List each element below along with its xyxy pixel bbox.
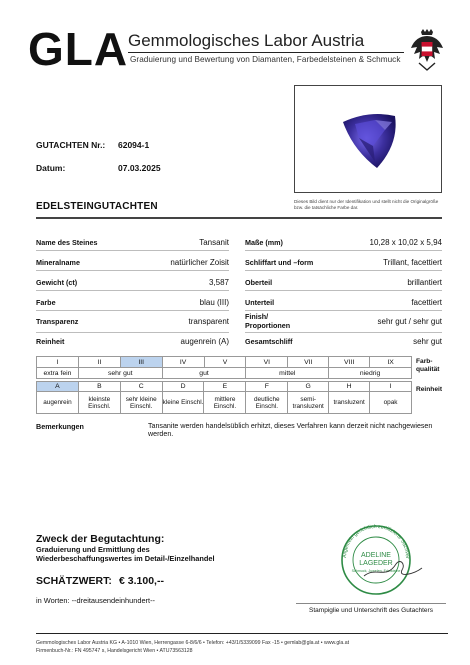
color-grade-8: VIII [329,357,370,368]
row-divider [36,290,229,291]
clarity-desc-h: transluzent [329,392,370,414]
remarks-text: Tansanite werden handelsüblich erhitzt, dieses Verfahren kann derzeit nicht nachgewiesen werden. [148,422,433,438]
weight-label: Gewicht (ct) [36,278,78,287]
footer-address: Gemmologisches Labor Austria KG • A-1010 Wien, Herrengasse 6-8/6/6 • Telefon: +43/1/5339099 Fax -15 • gemlab@gla.at • www.gla.at [36,640,350,646]
remarks-label: Bemerkungen [36,422,84,431]
expert-seal-stamp [336,518,428,596]
clarity-value: augenrein (A) [180,337,229,346]
color-value: blau (III) [199,298,229,307]
row-divider [36,310,229,311]
cut-shape-value: Trillant, facettiert [383,258,442,267]
clarity-label: Reinheit [36,337,65,346]
signature-caption: Stampiglie und Unterschrift des Gutachters [309,607,433,614]
stamp-name-first: ADELINE [361,552,391,559]
clarity-grade-e: E [204,382,246,392]
color-quality-label: Farb-qualität [416,358,440,373]
clarity-grade-d: D [162,382,204,392]
row-divider [36,250,229,251]
clarity-grade-a-selected: A [37,382,79,392]
stamp-subtitle: Schmuck, Juwelen, Edelsteine [351,569,401,573]
transparency-value: transparent [188,317,229,326]
dimensions-value: 10,28 x 10,02 x 5,94 [369,238,442,247]
report-number-label: GUTACHTEN Nr.: [36,140,106,150]
cut-shape-label: Schliffart und –form [245,258,314,267]
clarity-desc-f: deutliche Einschl. [246,392,288,414]
clarity-desc-g: semi-transluzent [288,392,329,414]
mineral-name-label: Mineralname [36,258,80,267]
color-group-low: niedrig [329,368,412,379]
valuation-in-words: in Worten: --dreitausendeinhundert-- [36,596,155,605]
row-divider [245,250,442,251]
clarity-grade-i: I [370,382,412,392]
row-divider [245,270,442,271]
color-grade-5: V [204,357,246,368]
overall-cut-value: sehr gut [413,337,442,346]
color-group-medium: mittel [246,368,329,379]
row-divider [36,332,229,333]
gemstone-photo-frame [294,85,442,193]
photo-caption: Dieses Bild dient nur der Identifikation und stellt nicht die Originalgröße bzw. die tatsächliche Farbe dar. [294,199,439,210]
gemstone-image [295,86,441,192]
crown-value: brillantiert [407,278,442,287]
color-grade-1: I [37,357,79,368]
stone-name-value: Tansanit [199,238,229,247]
crown-label: Oberteil [245,278,273,287]
clarity-grade-g: G [288,382,329,392]
clarity-scale [36,381,412,414]
report-number: 62094-1 [118,140,150,150]
clarity-desc-e: mittlere Einschl. [204,392,246,414]
clarity-desc-c: sehr kleine Einschl. [120,392,162,414]
pavilion-value: facettiert [411,298,442,307]
mineral-name-value: natürlicher Zoisit [170,258,229,267]
valuation-label: SCHÄTZWERT: [36,575,112,587]
signature-line [296,603,446,604]
transparency-label: Transparenz [36,317,79,326]
row-divider [245,332,442,333]
clarity-grade-h: H [329,382,370,392]
dimensions-label: Maße (mm) [245,238,283,247]
color-grade-2: II [78,357,120,368]
clarity-scale-label: Reinheit [416,386,443,393]
valuation-value: € 3.100,-- [119,575,164,587]
clarity-desc-i: opak [370,392,412,414]
pavilion-label: Unterteil [245,298,275,307]
report-title: EDELSTEINGUTACHTEN [36,201,158,212]
title-rule [36,217,442,219]
row-divider [245,290,442,291]
overall-cut-label: Gesamtschliff [245,337,293,346]
color-group-extra-fine: extra fein [37,368,79,379]
clarity-grade-b: B [78,382,120,392]
weight-value: 3,587 [208,278,229,287]
finish-proportions-label: Finish/ Proportionen [245,312,291,330]
color-grade-6: VI [246,357,288,368]
color-quality-scale [36,356,412,379]
color-group-very-good: sehr gut [78,368,162,379]
company-tagline: Graduierung und Bewertung von Diamanten, Farbedelsteinen & Schmuck [130,55,401,64]
row-divider [36,270,229,271]
report-date: 07.03.2025 [118,163,161,173]
clarity-grade-c: C [120,382,162,392]
purpose-title: Zweck der Begutachtung: [36,533,165,545]
clarity-desc-d: kleine Einschl. [162,392,204,414]
color-group-good: gut [162,368,246,379]
finish-proportions-value: sehr gut / sehr gut [377,317,442,326]
header-rule [128,52,404,53]
row-divider [245,310,442,311]
clarity-grade-f: F [246,382,288,392]
purpose-line-2: Wiederbeschaffungswertes im Detail-/Einzelhandel [36,554,215,563]
gla-logo: GLA [28,23,129,75]
purpose-line-1: Graduierung und Ermittlung des [36,545,150,554]
stone-name-label: Name des Steines [36,238,98,247]
report-date-label: Datum: [36,163,66,173]
stamp-ring-text: Allgemein gerichtlich zertifizierte Sachver [341,523,411,559]
stamp-name-last: LAGEDER [359,560,393,567]
color-grade-7: VII [288,357,329,368]
color-grade-9: IX [370,357,412,368]
company-name: Gemmologisches Labor Austria [128,31,365,50]
purpose-text [36,545,215,563]
color-grade-3-selected: III [120,357,162,368]
color-grade-4: IV [162,357,204,368]
color-label: Farbe [36,298,56,307]
footer-rule [36,633,448,634]
clarity-desc-a: augenrein [37,392,79,414]
clarity-desc-b: kleinste Einschl. [78,392,120,414]
austrian-eagle-icon [410,28,444,74]
footer-registration: Firmenbuch-Nr.: FN 495747 s, Handelsgericht Wien • ATU73563128 [36,648,193,654]
